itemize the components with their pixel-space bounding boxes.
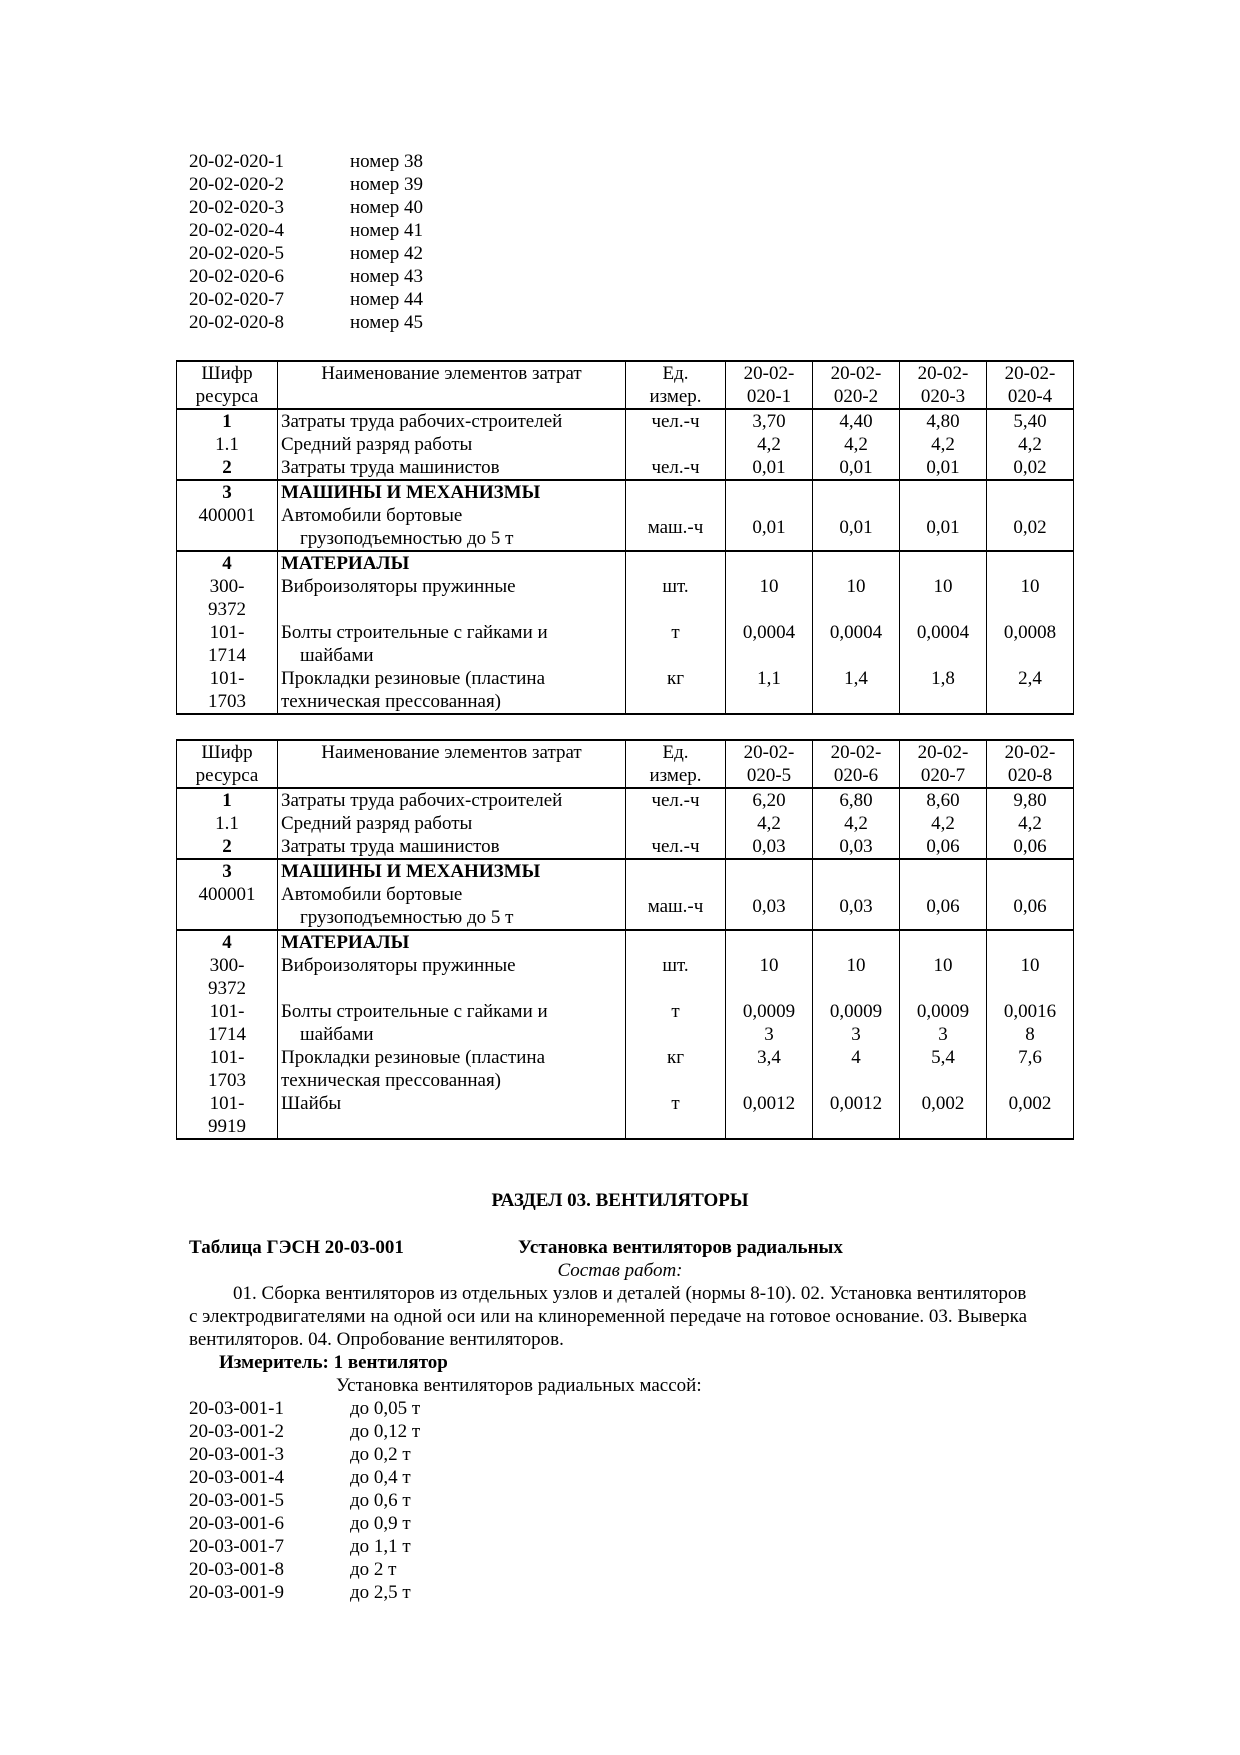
item-code: 20-03-001-7 [189,1536,284,1557]
item-code: 20-03-001-9 [189,1582,284,1603]
item-code: 20-02-020-4 [189,220,284,241]
item-code: 20-03-001-5 [189,1490,284,1511]
item-code: 20-02-020-7 [189,289,284,310]
install-caption: Установка вентиляторов радиальных массой: [336,1375,702,1396]
top-code-list [189,150,423,334]
item-code: 20-02-020-2 [189,174,284,195]
header-col: 20-02- 020-6 [813,740,900,788]
item-desc: номер 42 [350,243,424,264]
list-item [189,196,423,219]
list-item [189,219,423,242]
header-unit: Ед. измер. [626,740,726,788]
table-name: Установка вентиляторов радиальных [518,1237,843,1258]
item-desc: до 2 т [350,1559,397,1580]
header-name: Наименование элементов затрат [278,361,626,409]
item-code: 20-03-001-1 [189,1398,284,1419]
item-desc: номер 44 [350,289,424,310]
table-row-labor: 1 Затраты труда рабочих-строителей чел.-ч 3,70 4,40 4,80 5,40 [177,409,1074,433]
table-row-labor: 1 Затраты труда рабочих-строителей чел.-ч 6,20 6,80 8,60 9,80 [177,788,1074,812]
measure-unit: Измеритель: 1 вентилятор [219,1352,448,1373]
item-desc: до 2,5 т [350,1582,411,1603]
table-row-washers: 101- 9919 Шайбы т 0,0012 0,0012 0,002 0,002 [177,1092,1074,1139]
table-row-truck: 400001 Автомобили бортовые грузоподъемностью до 5 т маш.-ч 0,03 0,03 0,06 0,06 [177,883,1074,930]
table-row-isolators: 300- 9372 Виброизоляторы пружинные шт. 10 10 10 10 [177,575,1074,621]
table-label: Таблица ГЭСН 20-03-001 [189,1237,404,1258]
bottom-code-list [189,1397,420,1604]
table-row-bolts: 101- 1714 Болты строительные с гайками и шайбами т 0,0004 0,0004 0,0004 0,0008 [177,621,1074,667]
list-item [189,1466,420,1489]
header-code: Шифр ресурса [177,361,278,409]
list-item [189,242,423,265]
item-desc: номер 45 [350,312,424,333]
list-item [189,265,423,288]
item-desc: до 1,1 т [350,1536,411,1557]
item-desc: номер 38 [350,151,424,172]
item-code: 20-03-001-8 [189,1559,284,1580]
item-code: 20-02-020-6 [189,266,284,287]
list-item [189,1558,420,1581]
item-desc: до 0,4 т [350,1467,411,1488]
list-item [189,1581,420,1604]
header-col: 20-02- 020-1 [726,361,813,409]
item-desc: номер 41 [350,220,424,241]
table-row-bolts: 101- 1714 Болты строительные с гайками и шайбами т 0,0009 3 0,0009 3 0,0009 3 0,0016 8 [177,1000,1074,1046]
table-row-machinist: 2 Затраты труда машинистов чел.-ч 0,01 0,01 0,01 0,02 [177,456,1074,480]
list-item [189,1535,420,1558]
item-code: 20-02-020-8 [189,312,284,333]
header-col: 20-02- 020-4 [987,361,1074,409]
table-header-row [177,361,1074,409]
item-desc: до 0,2 т [350,1444,411,1465]
item-desc: до 0,6 т [350,1490,411,1511]
list-item [189,1443,420,1466]
list-item [189,288,423,311]
item-desc: до 0,12 т [350,1421,421,1442]
header-name: Наименование элементов затрат [278,740,626,788]
table-row-materials-heading: 4 МАТЕРИАЛЫ [177,551,1074,575]
table-row-machinist: 2 Затраты труда машинистов чел.-ч 0,03 0,03 0,06 0,06 [177,835,1074,859]
item-code: 20-03-001-4 [189,1467,284,1488]
header-unit: Ед. измер. [626,361,726,409]
list-item [189,1512,420,1535]
item-code: 20-02-020-5 [189,243,284,264]
table-row-isolators: 300- 9372 Виброизоляторы пружинные шт. 10 10 10 10 [177,954,1074,1000]
table-row-grade: 1.1 Средний разряд работы 4,2 4,2 4,2 4,2 [177,433,1074,456]
norms-table-2 [176,739,1074,1140]
list-item [189,1489,420,1512]
item-code: 20-03-001-6 [189,1513,284,1534]
header-col: 20-02- 020-5 [726,740,813,788]
item-code: 20-03-001-3 [189,1444,284,1465]
item-code: 20-02-020-3 [189,197,284,218]
item-desc: номер 43 [350,266,424,287]
table-row-machines-heading: 3 МАШИНЫ И МЕХАНИЗМЫ [177,480,1074,504]
list-item [189,311,423,334]
norms-table-1 [176,360,1074,715]
item-code: 20-03-001-2 [189,1421,284,1442]
table-row-gaskets: 101- 1703 Прокладки резиновые (пластина техническая прессованная) кг 3,4 4 5,4 7,6 [177,1046,1074,1092]
header-code: Шифр ресурса [177,740,278,788]
item-code: 20-02-020-1 [189,151,284,172]
item-desc: до 0,05 т [350,1398,421,1419]
header-col: 20-02- 020-2 [813,361,900,409]
list-item [189,1420,420,1443]
section-title: РАЗДЕЛ 03. ВЕНТИЛЯТОРЫ [491,1190,749,1211]
list-item [189,1397,420,1420]
header-col: 20-02- 020-7 [900,740,987,788]
table-row-gaskets: 101- 1703 Прокладки резиновые (пластина техническая прессованная) кг 1,1 1,4 1,8 2,4 [177,667,1074,714]
table-row-grade: 1.1 Средний разряд работы 4,2 4,2 4,2 4,2 [177,812,1074,835]
work-composition-text: 01. Сборка вентиляторов из отдельных узлов и деталей (нормы 8-10). 02. Установка вентиляторов с электродвигателями на одной оси или на клиноременной передаче на готовое основание. 03. Выверка вентиляторов. 04. Опробование вентиляторов. [189,1283,1028,1350]
list-item [189,150,423,173]
table-row-truck: 400001 Автомобили бортовые грузоподъемностью до 5 т маш.-ч 0,01 0,01 0,01 0,02 [177,504,1074,551]
item-desc: до 0,9 т [350,1513,411,1534]
work-composition-title: Состав работ: [557,1260,683,1281]
item-desc: номер 40 [350,197,424,218]
header-col: 20-02- 020-8 [987,740,1074,788]
table-row-machines-heading: 3 МАШИНЫ И МЕХАНИЗМЫ [177,859,1074,883]
table-row-materials-heading: 4 МАТЕРИАЛЫ [177,930,1074,954]
table-header-row [177,740,1074,788]
item-desc: номер 39 [350,174,424,195]
header-col: 20-02- 020-3 [900,361,987,409]
list-item [189,173,423,196]
